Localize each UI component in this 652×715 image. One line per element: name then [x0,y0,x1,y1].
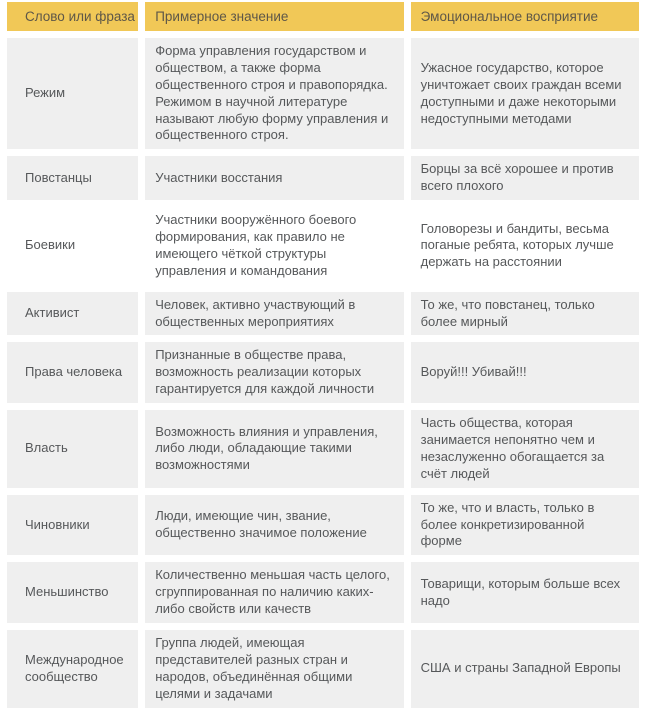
column-header-emotion: Эмоциональное восприятие [411,2,639,31]
meaning-cell: Признанные в обществе права, возможность реализации которых гарантируется для каждой личности [145,342,403,403]
table-row [7,342,639,403]
table-row [7,207,639,285]
word-cell: Чиновники [7,495,138,556]
table-header-row [7,2,639,31]
meaning-cell: Участники восстания [145,156,403,200]
word-cell: Меньшинство [7,562,138,623]
meaning-cell: Форма управления государством и обществом, а также форма общественного строя и правопорядка. Режимом в научной литературе называют любую форму управления и общественного строя. [145,38,403,149]
meaning-cell: Группа людей, имеющая представителей разных стран и народов, объединённая общими целями и задачами [145,630,403,708]
word-cell: Повстанцы [7,156,138,200]
word-cell: Власть [7,410,138,488]
table-row [7,156,639,200]
table-row [7,292,639,336]
table-row [7,410,639,488]
meaning-cell: Люди, имеющие чин, звание, общественно значимое положение [145,495,403,556]
table-row [7,38,639,149]
emotion-cell: Ужасное государство, которое уничтожает своих граждан всеми доступными и даже некоторыми недоступными методами [411,38,639,149]
emotion-cell: Воруй!!! Убивай!!! [411,342,639,403]
word-cell: Режим [7,38,138,149]
emotion-cell: То же, что и власть, только в более конкретизированной форме [411,495,639,556]
meaning-cell: Количественно меньшая часть целого, сгруппированная по наличию каких-либо свойств или качеств [145,562,403,623]
column-header-word: Слово или фраза [7,2,138,31]
emotion-cell: Часть общества, которая занимается непонятно чем и незаслуженно обогащается за счёт людей [411,410,639,488]
word-cell: Права человека [7,342,138,403]
word-cell: Активист [7,292,138,336]
table-row [7,630,639,708]
table-row [7,562,639,623]
emotion-cell: Головорезы и бандиты, весьма поганые ребята, которых лучше держать на расстоянии [411,207,639,285]
column-header-meaning: Примерное значение [145,2,403,31]
meaning-cell: Человек, активно участвующий в общественных мероприятиях [145,292,403,336]
table-row [7,495,639,556]
word-cell: Боевики [7,207,138,285]
emotion-cell: США и страны Западной Европы [411,630,639,708]
emotion-cell: Товарищи, которым больше всех надо [411,562,639,623]
word-cell: Международное сообщество [7,630,138,708]
emotion-cell: Борцы за всё хорошее и против всего плохого [411,156,639,200]
emotion-cell: То же, что повстанец, только более мирный [411,292,639,336]
meaning-cell: Возможность влияния и управления, либо люди, обладающие такими возможностями [145,410,403,488]
table-body [7,38,639,708]
meaning-cell: Участники вооружённого боевого формирования, как правило не имеющего чёткой структуры управления и командования [145,207,403,285]
